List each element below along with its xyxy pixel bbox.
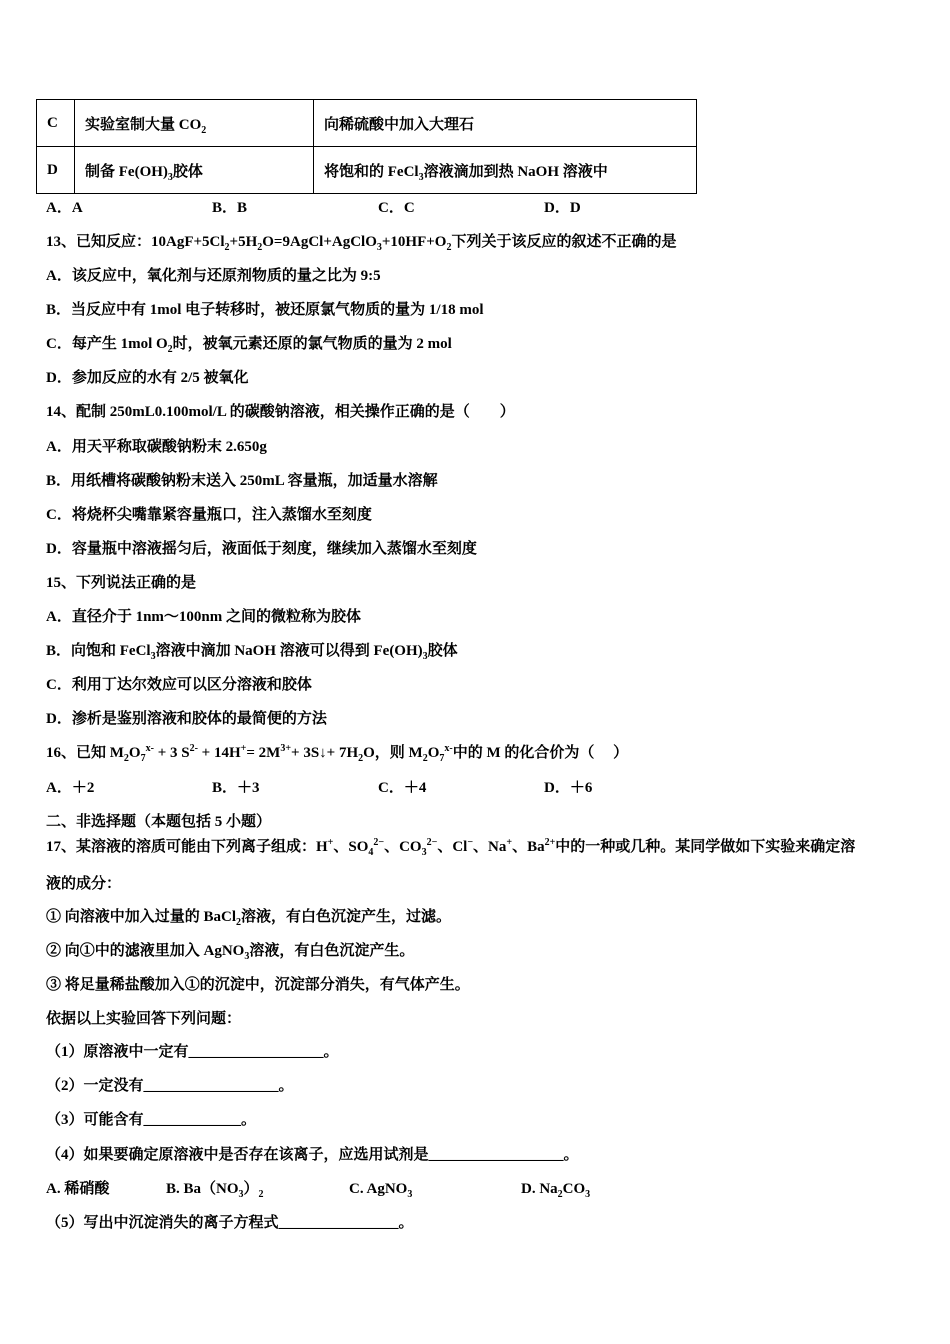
q14-option-b: B．用纸槽将碳酸钠粉末送入 250mL 容量瓶，加适量水溶解 xyxy=(46,473,438,489)
q12-choice-d: D．D xyxy=(544,200,581,216)
q17-sub-1: （1）原溶液中一定有__________________。 xyxy=(46,1044,339,1060)
q13-option-b: B．当反应中有 1mol 电子转移时，被还原氯气物质的量为 1/18 mol xyxy=(46,302,484,318)
q14-stem: 14、配制 250mL0.100mol/L 的碳酸钠溶液，相关操作正确的是（ ） xyxy=(46,404,515,420)
q16-choices xyxy=(46,778,592,798)
q14-option-c: C．将烧杯尖嘴靠紧容量瓶口，注入蒸馏水至刻度 xyxy=(46,507,372,523)
q17-basis: 依据以上实验回答下列问题： xyxy=(46,1011,242,1027)
q16-choice-c: C．＋4 xyxy=(378,780,427,796)
q13-option-c: C．每产生 1mol $O_2$时，被氧元素还原的氯气物质的量为 2 mol xyxy=(46,336,452,355)
table-cell-method: 向稀硫酸中加入大理石 xyxy=(314,100,697,147)
q16-choice-b: B．＋3 xyxy=(212,780,260,796)
q15-option-b: B．向饱和 FeCl$_3$溶液中滴加 NaOH 溶液可以得到 $Fe(OH)_3$胶体 xyxy=(46,643,458,662)
q17-step-2: ② 向①中的滤液里加入 AgNO$_3$溶液，有白色沉淀产生。 xyxy=(46,943,415,962)
section-heading: 二、非选择题（本题包括 5 小题） xyxy=(46,814,272,830)
table-cell-experiment: 实验室制大量 $CO_2$ xyxy=(75,100,314,147)
q17-step-1: ① 向溶液中加入过量的 BaCl$_2$溶液，有白色沉淀产生，过滤。 xyxy=(46,909,452,928)
q17-sub-2: （2）一定没有__________________。 xyxy=(46,1078,294,1094)
q15-option-c: C．利用丁达尔效应可以区分溶液和胶体 xyxy=(46,677,312,693)
q17-stem-continued: 液的成分： xyxy=(46,876,122,892)
q17-sub-4: （4）如果要确定原溶液中是否存在该离子，应选用试剂是__________________。 xyxy=(46,1147,579,1163)
q15-option-d: D．渗析是鉴别溶液和胶体的最简便的方法 xyxy=(46,711,327,727)
q17-choice-d: D. $Na_2CO_3$ xyxy=(521,1181,591,1200)
table-cell-method: 将饱和的 FeCl$_3$溶液滴加到热 NaOH 溶液中 xyxy=(314,147,697,194)
table-cell-label: C xyxy=(37,100,75,147)
q17-choice-a: A. 稀硝酸 xyxy=(46,1181,110,1197)
q12-choice-c: C．C xyxy=(378,200,415,216)
q14-option-d: D．容量瓶中溶液摇匀后，液面低于刻度，继续加入蒸馏水至刻度 xyxy=(46,541,477,557)
q15-option-a: A．直径介于 1nm～100nm 之间的微粒称为胶体 xyxy=(46,609,362,625)
q13-stem: 13、已知反应：$10AgF+5Cl_2+5H_2O=9AgCl+AgClO_3+10HF+O_2$下列关于该反应的叙述不正确的是 xyxy=(46,234,677,253)
table-row xyxy=(37,100,697,147)
q16-choice-a: A．＋2 xyxy=(46,780,95,796)
q17-sub-3: （3）可能含有_____________。 xyxy=(46,1112,257,1128)
options-table xyxy=(36,99,697,194)
q17-sub-4-choices xyxy=(46,1179,590,1199)
q13-option-a: A．该反应中，氧化剂与还原剂物质的量之比为 9:5 xyxy=(46,268,381,284)
table-cell-label: D xyxy=(37,147,75,194)
q17-choice-c: C. AgNO$_3$ xyxy=(349,1181,413,1200)
q12-choice-a: A．A xyxy=(46,200,83,216)
q17-sub-5: （5）写出中沉淀消失的离子方程式________________。 xyxy=(46,1215,414,1231)
q12-choices xyxy=(46,198,581,218)
q17-choice-b: B. $Ba(NO_3)_2$ xyxy=(166,1181,264,1200)
q15-stem: 15、下列说法正确的是 xyxy=(46,575,197,591)
q17-stem: 17、某溶液的溶质可能由下列离子组成：H+、$SO_4^{2-}$、$CO_3^{2-}$、Cl−、Na+、$Ba^{2+}$中的一种或几种。某同学做如下实验来确定溶 xyxy=(46,837,856,858)
table-cell-experiment: 制备 $Fe(OH)_3$胶体 xyxy=(75,147,314,194)
q13-option-d: D．参加反应的水有 2/5 被氧化 xyxy=(46,370,249,386)
q16-choice-d: D．＋6 xyxy=(544,780,593,796)
q12-choice-b: B．B xyxy=(212,200,248,216)
q17-step-3: ③ 将足量稀盐酸加入①的沉淀中，沉淀部分消失，有气体产生。 xyxy=(46,977,470,993)
table-row xyxy=(37,147,697,194)
q16-stem: 16、已知 $M_2O_7^{x-} + 3$ $S^{2-} + 14H^+= 2M^{3+}+$ 3S↓+ $7H_2O$，则 $M_2O_7^{x-}$中的 M 的化合价为（ ） xyxy=(46,743,629,764)
q14-option-a: A．用天平称取碳酸钠粉末 2.650g xyxy=(46,439,267,455)
